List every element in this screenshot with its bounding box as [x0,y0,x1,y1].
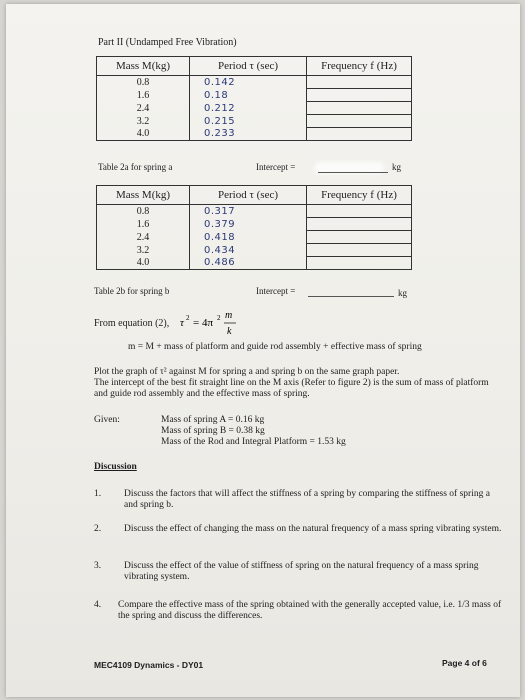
intercept-b-line [308,296,394,297]
svg-text:2: 2 [186,314,190,322]
header-period: Period τ (sec) [190,57,307,76]
handwritten-period: 0.142 [190,76,307,89]
header-mass: Mass M(kg) [97,57,190,76]
footer-course: MEC4109 Dynamics - DY01 [94,660,204,670]
discussion-number: 4. [94,600,102,610]
discussion-item: Compare the effective mass of the spring obtained with the generally accepted value, i.e. 1/3 mass of the spring and discuss the differences. [118,600,502,621]
caption-table-2a: Table 2a for spring a [98,162,173,172]
frequency-cell [307,218,412,231]
handwritten-period: 0.215 [190,115,307,128]
table-row: 1.6 0.18 [97,89,412,102]
frequency-cell [307,102,412,115]
caption-table-2b: Table 2b for spring b [94,286,170,296]
header-frequency: Frequency f (Hz) [307,186,412,205]
intercept-a-unit: kg [392,162,401,172]
frequency-cell [307,115,412,128]
intercept-b-label: Intercept = [256,286,296,296]
table-row: 2.4 0.212 [97,102,412,115]
intercept-a-label: Intercept = [256,162,296,172]
table-row: 0.8 0.317 [97,205,412,218]
handwritten-period: 0.434 [190,244,307,257]
table-row: 4.0 0.486 [97,257,412,270]
handwritten-period: 0.18 [190,89,307,102]
svg-text:k: k [227,326,232,337]
svg-text:2: 2 [217,314,221,322]
table-row: 4.0 0.233 [97,128,412,141]
svg-text:= 4π: = 4π [193,317,214,329]
table-row: 1.6 0.379 [97,218,412,231]
table-row: 3.2 0.215 [97,115,412,128]
frequency-cell [307,244,412,257]
handwritten-period: 0.486 [190,257,307,270]
frequency-cell [307,89,412,102]
equation-lead: From equation (2), [94,318,170,329]
discussion-item: Discuss the effect of changing the mass on the natural frequency of a mass spring vibrating system. [124,524,502,534]
discussion-item: Discuss the factors that will affect the stiffness of a spring by comparing the stiffness of spring a and spring b. [124,489,490,510]
intercept-a-field [314,159,384,177]
header-period: Period τ (sec) [190,186,307,205]
frequency-cell [307,128,412,141]
discussion-number: 3. [94,561,102,571]
intercept-a-line [318,172,388,173]
plot-instruction: Plot the graph of τ² against M for spring a and spring b on the same graph paper. The intercept of the best fit straight line on the M axis (Refer to figure 2) is the sum of mass of platform and guide rod assembly and the effective mass of spring. [94,367,489,399]
given-label: Given: [94,415,120,425]
part-title: Part II (Undamped Free Vibration) [98,37,237,48]
discussion-title: Discussion [94,462,137,472]
table-row: 2.4 0.418 [97,231,412,244]
frequency-cell [307,257,412,270]
handwritten-period: 0.379 [190,218,307,231]
discussion-number: 2. [94,524,102,534]
frequency-cell [307,76,412,89]
equation-formula [178,306,248,340]
document-page [6,4,520,697]
handwritten-period: 0.233 [190,128,307,141]
table-row: 0.8 0.142 [97,76,412,89]
footer-page-number: Page 4 of 6 [442,658,487,668]
table-spring-a [96,56,412,141]
m-definition: m = M + mass of platform and guide rod assembly + effective mass of spring [128,342,422,352]
table-spring-b [96,185,412,270]
table-row: 3.2 0.434 [97,244,412,257]
svg-text:τ: τ [180,317,184,329]
discussion-number: 1. [94,489,102,499]
frequency-cell [307,205,412,218]
frequency-cell [307,231,412,244]
discussion-item: Discuss the effect of the value of stiffness of spring on the natural frequency of a mass spring vibrating system. [124,561,479,582]
header-mass: Mass M(kg) [97,186,190,205]
svg-text:m: m [225,310,233,321]
given-values: Mass of spring A = 0.16 kg Mass of spring B = 0.38 kg Mass of the Rod and Integral Platform = 1.53 kg [161,415,346,447]
intercept-b-unit: kg [398,288,407,298]
handwritten-period: 0.212 [190,102,307,115]
handwritten-period: 0.418 [190,231,307,244]
handwritten-period: 0.317 [190,205,307,218]
header-frequency: Frequency f (Hz) [307,57,412,76]
